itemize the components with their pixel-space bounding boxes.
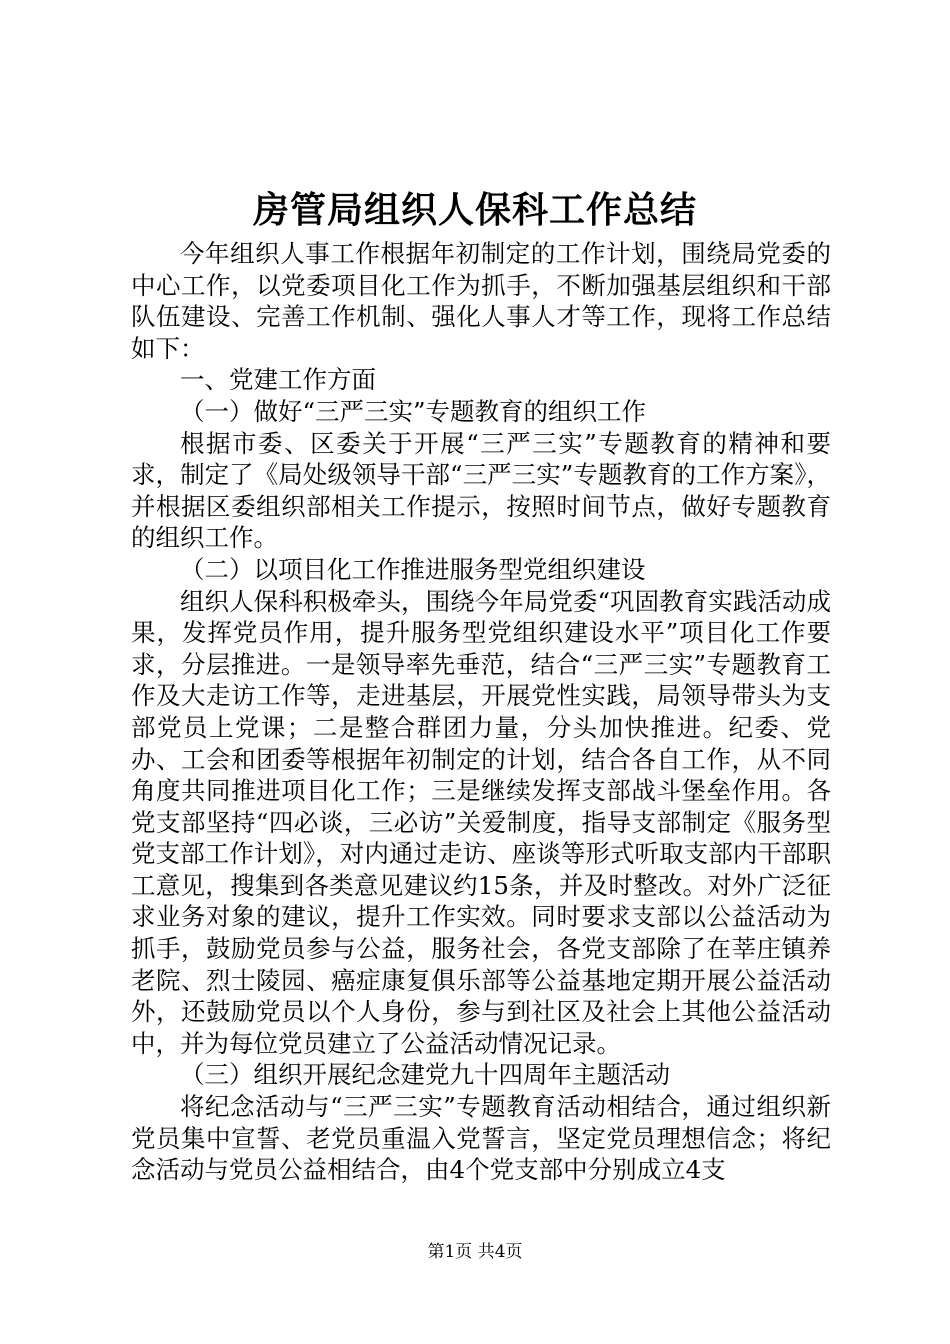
paragraph-3: 将纪念活动与“三严三实”专题教育活动相结合，通过组织新党员集中宣誓、老党员重温入党誓言，坚定党员理想信念；将纪念活动与党员公益相结合，由4个党支部中分别成立4支 [131, 1092, 831, 1185]
page-number-footer: 第1页 共4页 [427, 1242, 523, 1262]
paragraph-intro: 今年组织人事工作根据年初制定的工作计划，围绕局党委的中心工作，以党委项目化工作为抓手，不断加强基层组织和干部队伍建设、完善工作机制、强化人事人才等工作，现将工作总结如下： [131, 239, 831, 363]
paragraph-2: 组织人保科积极牵头，围绕今年局党委“巩固教育实践活动成果，发挥党员作用，提升服务型党组织建设水平”项目化工作要求，分层推进。一是领导率先垂范，结合“三严三实”专题教育工作及大走访工作等，走进基层，开展党性实践，局领导带头为支部党员上党课；二是整合群团力量，分头加快推进。纪委、党办、工会和团委等根据年初制定的计划，结合各自工作，从不同角度共同推进项目化工作；三是继续发挥支部战斗堡垒作用。各党支部坚持“四必谈，三必访”关爱制度，指导支部制定《服务型党支部工作计划》，对内通过走访、座谈等形式听取支部内干部职工意见，搜集到各类意见建议约15条，并及时整改。对外广泛征求业务对象的建议，提升工作实效。同时要求支部以公益活动为抓手，鼓励党员参与公益，服务社会，各党支部除了在莘庄镇养老院、烈士陵园、癌症康复俱乐部等公益基地定期开展公益活动外，还鼓励党员以个人身份，参与到社区及社会上其他公益活动中，并为每位党员建立了公益活动情况记录。 [131, 586, 831, 1058]
subsection-heading-1: （一）做好“三严三实”专题教育的组织工作 [180, 396, 647, 426]
paragraph-1: 根据市委、区委关于开展“三严三实”专题教育的精神和要求，制定了《局处级领导干部“三严三实”专题教育的工作方案》，并根据区委组织部相关工作提示，按照时间节点，做好专题教育的组织工作。 [131, 428, 831, 553]
document-title: 房管局组织人保科工作总结 [252, 189, 697, 231]
subsection-heading-3: （三）组织开展纪念建党九十四周年主题活动 [180, 1060, 670, 1090]
subsection-heading-2: （二）以项目化工作推进服务型党组织建设 [180, 554, 646, 584]
section-heading-1: 一、党建工作方面 [180, 365, 376, 395]
document-body [131, 238, 831, 1186]
